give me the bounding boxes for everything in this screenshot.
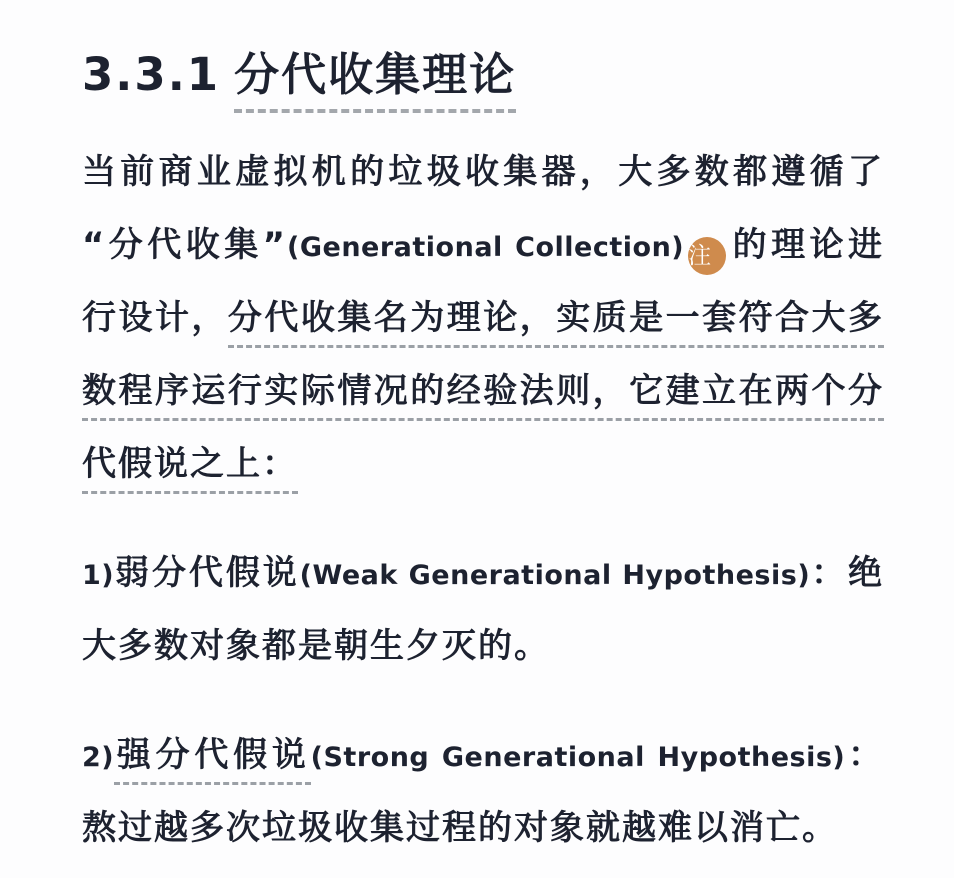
body-text: 大多数对象都是朝生夕灭的。 [82, 626, 550, 666]
body-text [82, 735, 114, 775]
body-text: “分代收集”(Generational Collection) [82, 225, 685, 265]
section-title: 分代收集理论 [234, 48, 516, 113]
body-text: 熬过越多次垃圾收集过程的对象就越难以消亡。 [82, 808, 838, 848]
text-line [82, 209, 884, 282]
section-heading [82, 44, 884, 106]
latin-text: (Weak Generational Hypothesis) [299, 560, 811, 591]
intro-paragraph [82, 136, 884, 501]
dashed-underlined-text: 分代收集名为理论，实质是一套符合大多 [228, 298, 884, 348]
text-line [82, 136, 884, 209]
body-text: 的理论进 [730, 225, 884, 265]
text-line [82, 355, 884, 428]
dashed-underlined-text: 代假说之上： [82, 444, 298, 494]
strong-hypothesis-paragraph [82, 719, 884, 865]
text-line [82, 537, 884, 610]
body-text: (Strong Generational Hypothesis)： [310, 735, 884, 775]
body-text: 当前商业虚拟机的垃圾收集器，大多数都遵循了 [82, 152, 884, 192]
text-line [82, 282, 884, 355]
latin-text: 2) [82, 742, 115, 773]
text-line [82, 610, 884, 683]
text-line [82, 719, 884, 792]
body-text: 行设计， [82, 298, 228, 338]
body-text: 1)弱分代假说(Weak Generational Hypothesis)：绝 [82, 553, 885, 593]
dashed-underlined-text: 强分代假说 [114, 735, 311, 785]
dashed-underlined-text: 数程序运行实际情况的经验法则，它建立在两个分 [82, 371, 884, 421]
text-line [82, 428, 884, 501]
section-number: 3.3.1 [82, 48, 221, 101]
note-icon: 注 [688, 237, 726, 275]
weak-hypothesis-paragraph [82, 537, 884, 683]
text-line [82, 792, 884, 865]
latin-text: 1) [82, 560, 115, 591]
latin-text: (Strong Generational Hypothesis) [310, 742, 846, 773]
latin-text: (Generational Collection) [287, 232, 685, 263]
